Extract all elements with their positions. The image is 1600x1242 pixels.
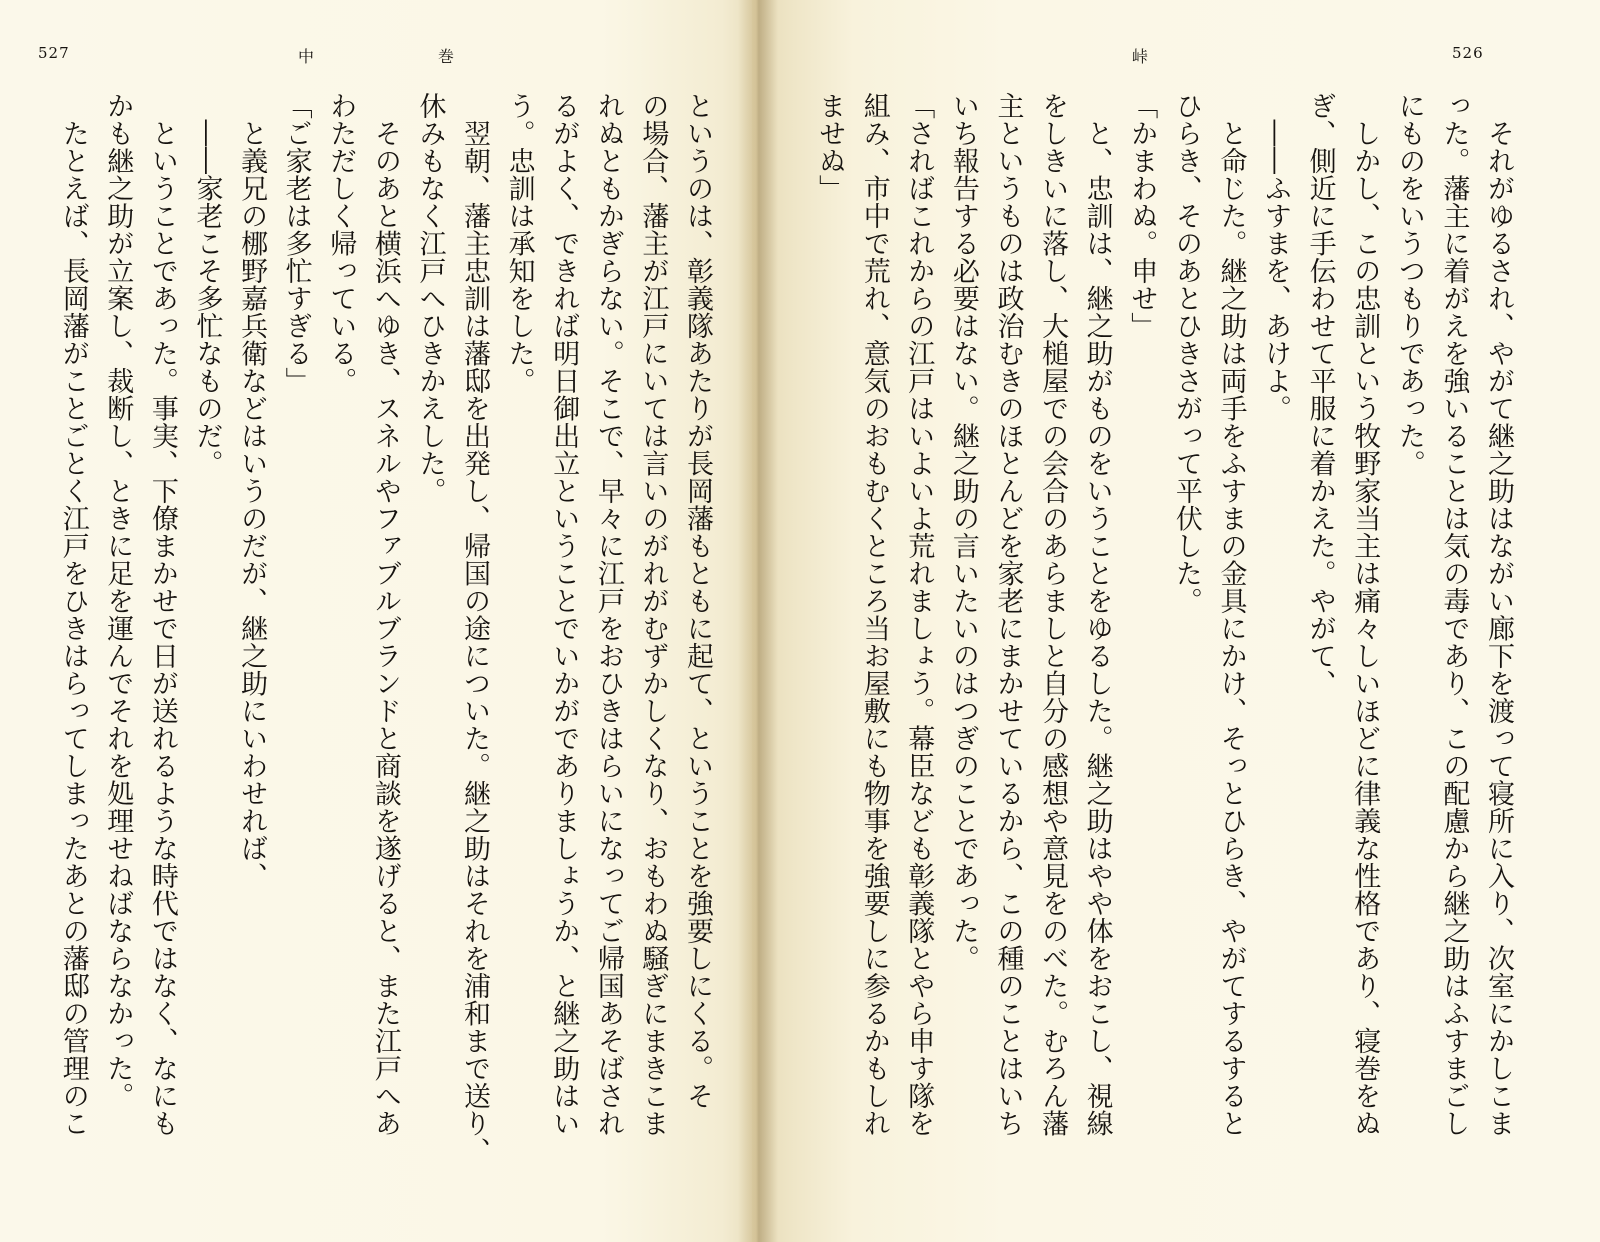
text-column: ――ふすまを、あけよ。 (1260, 92, 1292, 422)
text-column: の場合、藩主が江戸にいては言いのがれがむずかしくなり、おもわぬ騒ぎにまきこま (637, 92, 669, 1137)
text-column: ――家老こそ多忙なものだ。 (191, 92, 223, 477)
text-column: それがゆるされ、やがて継之助はながい廊下を渡って寝所に入り、次室にかしこま (1483, 92, 1514, 1137)
text-column: ぎ、側近に手伝わせて平服に着かえた。やがて、 (1304, 92, 1336, 697)
text-column: 組み、市中で荒れ、意気のおもむくところ当お屋敷にも物事を強要しに参るかもしれ (858, 92, 890, 1137)
text-column: ということであった。事実、下僚まかせで日が送れるような時代ではなく、なにも (146, 92, 178, 1137)
text-column: ませぬ」 (814, 92, 846, 202)
text-column: う。忠訓は承知をした。 (503, 92, 535, 395)
text-column: わただしく帰っている。 (325, 92, 357, 395)
running-title-right: 峠 (1132, 47, 1150, 66)
page-number-left: 527 (38, 44, 70, 62)
text-column: 主というものは政治むきのほとんどを家老にまかせているから、この種のことはいち (992, 92, 1024, 1137)
text-column: れぬともかぎらない。そこで、早々に江戸をおひきはらいになってご帰国あそばされ (592, 92, 624, 1137)
text-column: と、忠訓は、継之助がものをいうことをゆるした。継之助はやや体をおこし、視線 (1081, 92, 1113, 1137)
text-column: たとえば、長岡藩がことごとく江戸をひきはらってしまったあとの藩邸の管理のこ (57, 92, 89, 1137)
text-column: 休みもなく江戸へひきかえした。 (414, 92, 446, 505)
left-page-body-text (50, 92, 719, 1165)
text-column: 「ご家老は多忙すぎる」 (280, 92, 312, 395)
right-page-body-text (807, 92, 1521, 1137)
book-gutter-shadow (738, 0, 778, 1242)
text-column: そのあと横浜へゆき、スネルやファブルブランドと商談を遂げると、また江戸へあ (369, 92, 401, 1137)
text-column: かも継之助が立案し、裁断し、ときに足を運んでそれを処理せねばならなかった。 (102, 92, 134, 1110)
text-column: というのは、彰義隊あたりが長岡藩もともに起て、ということを強要しにくる。そ (682, 92, 713, 1110)
text-column: と義兄の梛野嘉兵衛などはいうのだが、継之助にいわせれば、 (236, 92, 268, 890)
running-title-left-1: 中 (298, 47, 316, 66)
right-page (752, 0, 1600, 1242)
page-number-right: 526 (1452, 44, 1484, 62)
text-column: ひらき、そのあとひきさがって平伏した。 (1170, 92, 1202, 615)
running-title-left-2: 巻 (438, 47, 456, 66)
text-column: るがよく、できれば明日御出立ということでいかがでありましょうか、と継之助はい (548, 92, 580, 1137)
text-column: にものをいうつもりであった。 (1393, 92, 1425, 477)
left-page (0, 0, 752, 1242)
text-column: 「かまわぬ。申せ」 (1126, 92, 1158, 340)
text-column: しかし、この忠訓という牧野家当主は痛々しいほどに律義な性格であり、寝巻をぬ (1349, 92, 1381, 1137)
text-column: 「さればこれからの江戸はいよいよ荒れましょう。幕臣なども彰義隊とやら申す隊を (903, 92, 935, 1137)
text-column: をしきいに落し、大槌屋での会合のあらましと自分の感想や意見をのべた。むろん藩 (1037, 92, 1069, 1137)
text-column: 翌朝、藩主忠訓は藩邸を出発し、帰国の途についた。継之助はそれを浦和まで送り、 (459, 92, 491, 1165)
text-column: った。藩主に着がえを強いることは気の毒であり、この配慮から継之助はふすまごし (1438, 92, 1470, 1137)
text-column: いち報告する必要はない。継之助の言いたいのはつぎのことであった。 (947, 92, 979, 972)
text-column: と命じた。継之助は両手をふすまの金具にかけ、そっとひらき、やがてするすると (1215, 92, 1247, 1137)
